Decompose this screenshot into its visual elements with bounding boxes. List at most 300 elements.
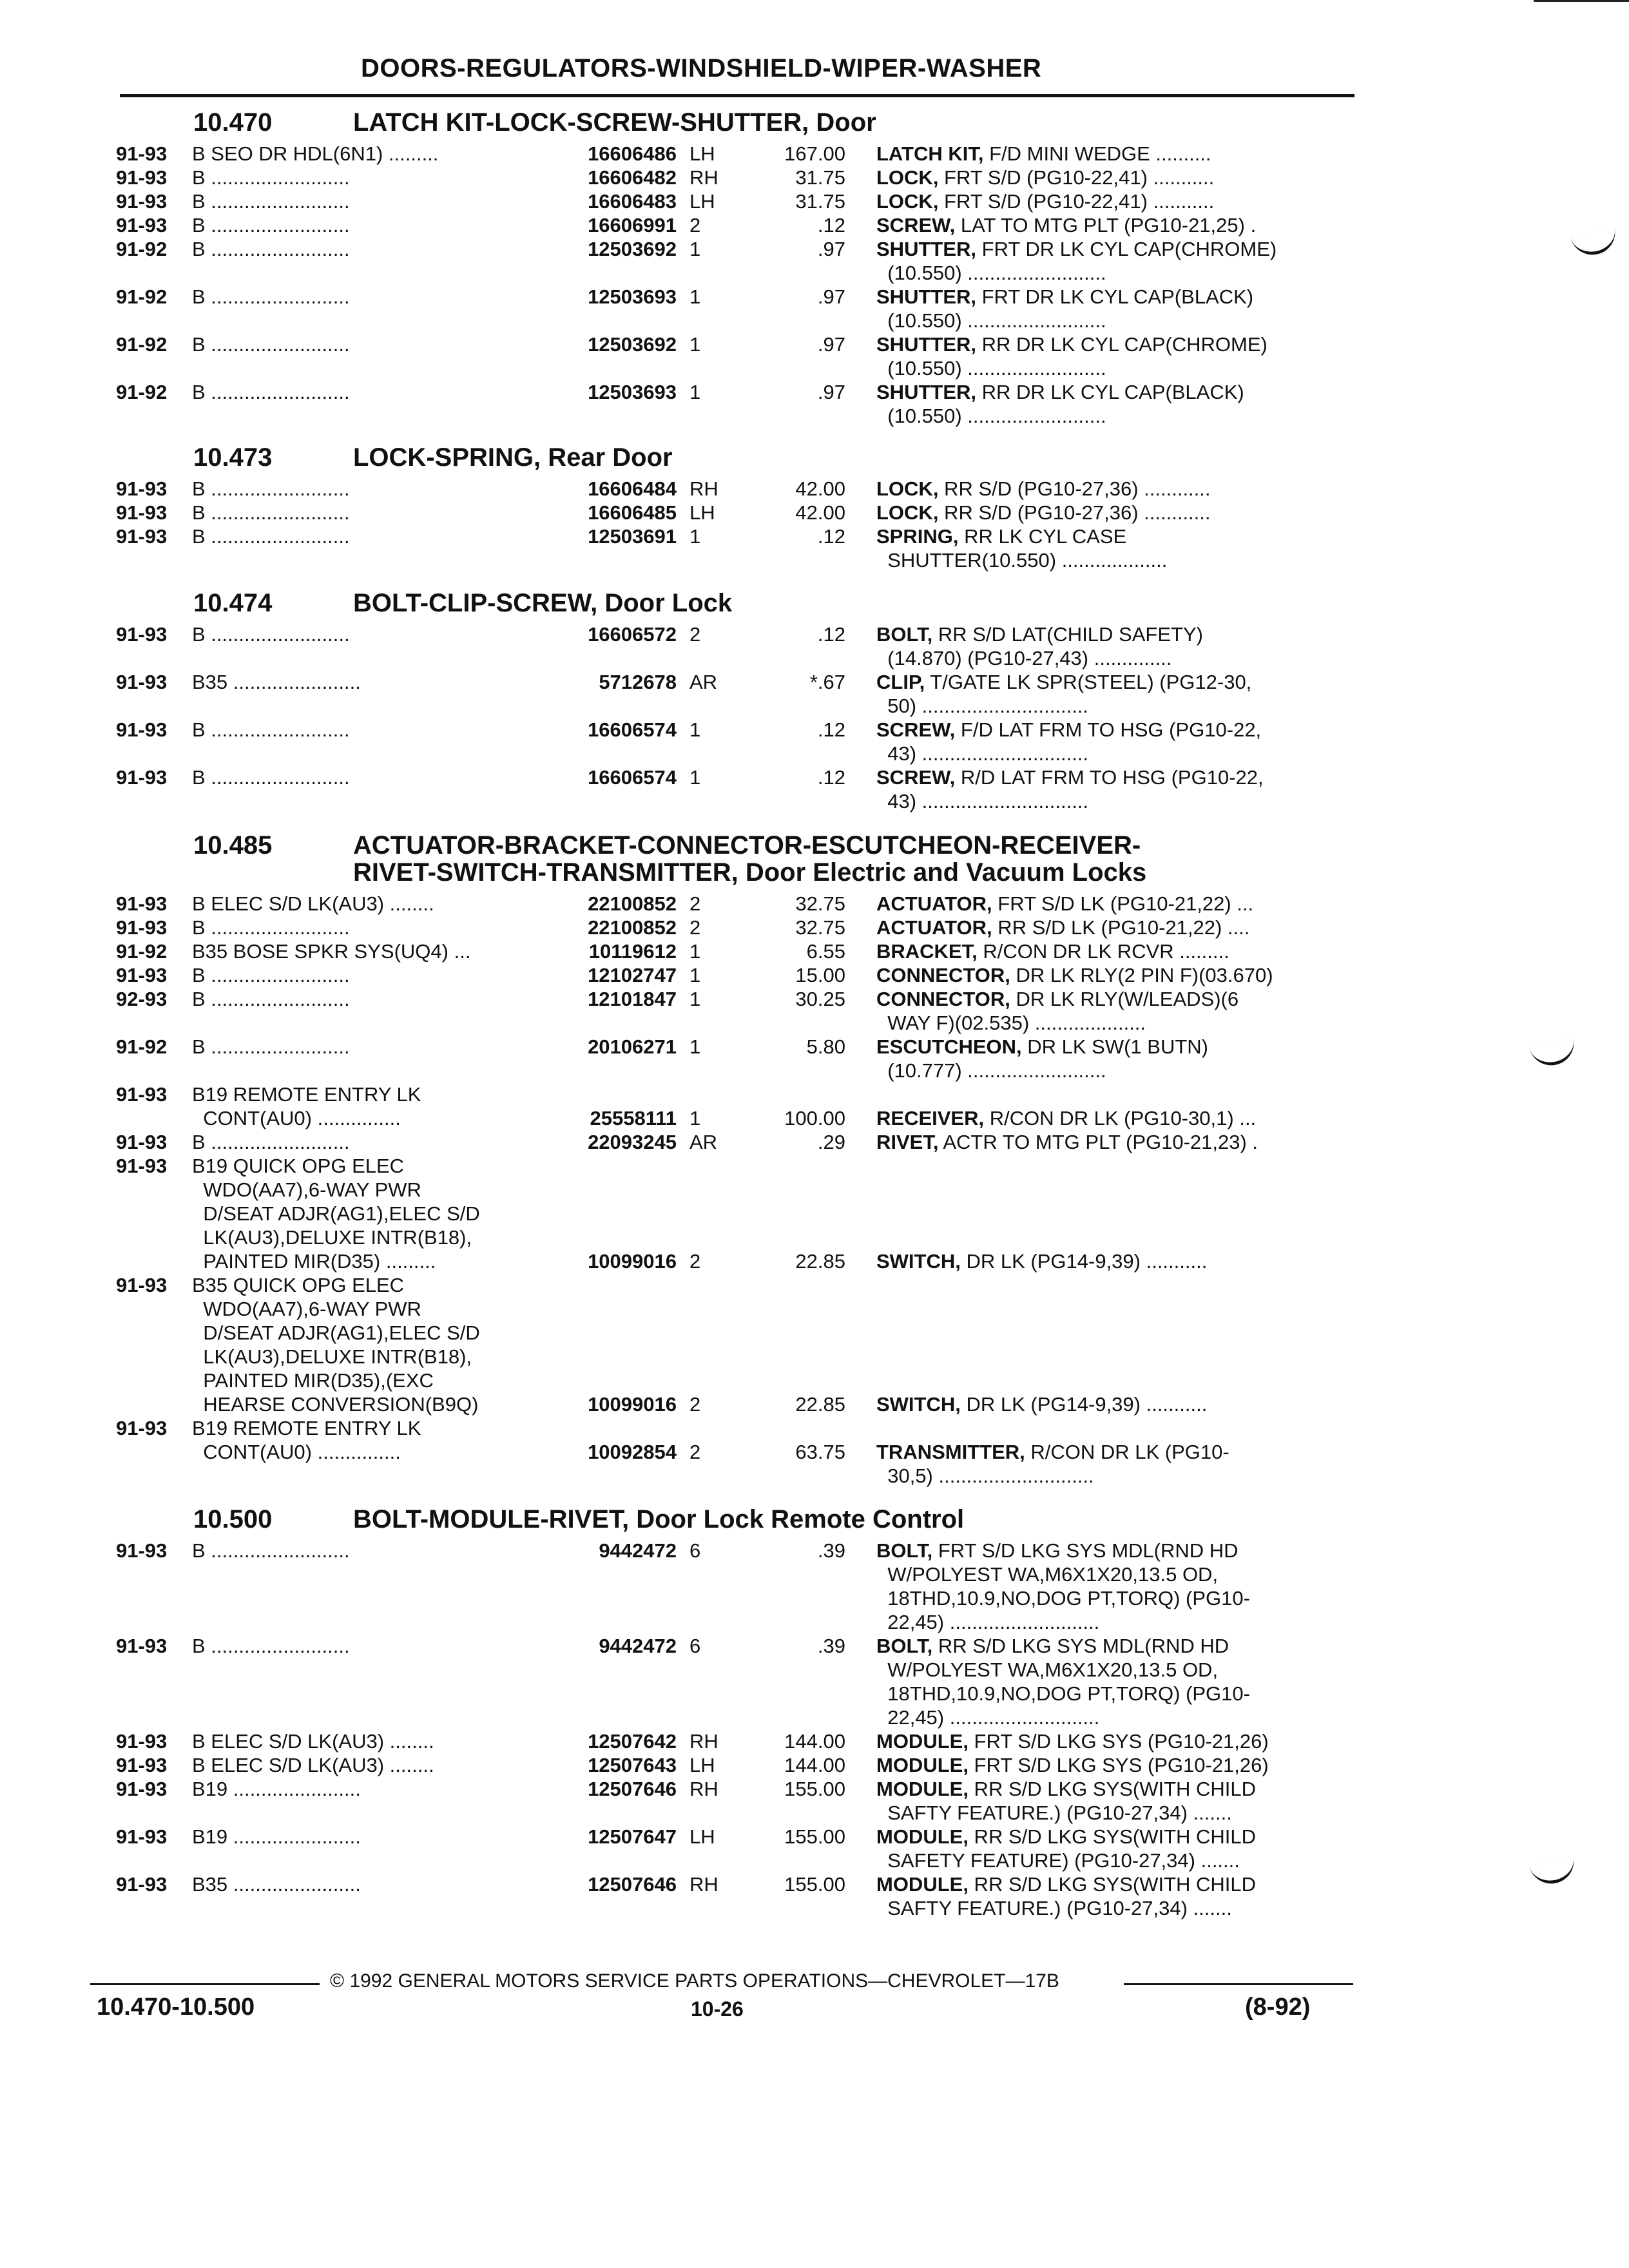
quantity: 2 — [689, 916, 701, 939]
quantity: 1 — [689, 988, 701, 1010]
quantity: 1 — [689, 285, 701, 308]
description-line: CONT(AU0) ............... — [192, 1441, 401, 1463]
description-line: B35 BOSE SPKR SYS(UQ4) ... — [192, 940, 471, 963]
table-row — [0, 963, 1629, 987]
price: 155.00 — [784, 1778, 845, 1800]
description-line: B ......................... — [192, 381, 350, 403]
table-row — [0, 939, 1629, 963]
model-years: 91-93 — [116, 1274, 168, 1296]
part-name — [876, 380, 1244, 428]
table-row — [0, 524, 1629, 572]
section-title: BOLT-CLIP-SCREW, Door Lock — [353, 589, 733, 617]
application-description — [192, 1872, 361, 1896]
part-name-line: LOCK, RR S/D (PG10-27,36) ............ — [876, 477, 1211, 500]
quantity: 1 — [689, 718, 701, 741]
part-name-keyword: RECEIVER, — [876, 1107, 985, 1129]
price: .97 — [817, 381, 845, 403]
part-name-line: SHUTTER, RR DR LK CYL CAP(CHROME) — [876, 333, 1268, 356]
application-description — [192, 501, 350, 524]
quantity: 2 — [689, 1441, 701, 1463]
part-name — [876, 1106, 1256, 1130]
part-name-keyword: CONNECTOR, — [876, 964, 1010, 986]
page-title: DOORS-REGULATORS-WINDSHIELD-WIPER-WASHER — [361, 54, 1042, 82]
part-name-line: LOCK, RR S/D (PG10-27,36) ............ — [876, 501, 1211, 524]
table-row — [0, 1753, 1629, 1777]
part-name-keyword: LATCH KIT, — [876, 142, 984, 165]
description-line: D/SEAT ADJR(AG1),ELEC S/D — [192, 1321, 480, 1344]
model-years: 91-93 — [116, 1778, 168, 1800]
table-row — [0, 501, 1629, 524]
application-description — [192, 1273, 480, 1416]
model-years: 91-92 — [116, 1035, 168, 1058]
part-name — [876, 1035, 1208, 1082]
part-name-line: SAFTY FEATURE.) (PG10-27,34) ....... — [876, 1897, 1232, 1919]
section-number: 10.485 — [193, 831, 273, 860]
part-name-keyword: CLIP, — [876, 671, 925, 693]
quantity: 1 — [689, 333, 701, 356]
quantity: LH — [689, 142, 715, 165]
part-number: 9442472 — [599, 1635, 677, 1657]
section-number: 10.470 — [193, 108, 273, 137]
quantity: 2 — [689, 1393, 701, 1416]
table-row — [0, 1416, 1629, 1487]
quantity: 1 — [689, 940, 701, 963]
model-years: 91-92 — [116, 381, 168, 403]
part-number: 16606574 — [588, 766, 677, 789]
quantity: RH — [689, 166, 718, 189]
model-years: 91-93 — [116, 916, 168, 939]
part-name-line: 43) .............................. — [876, 742, 1089, 765]
section-title: BOLT-MODULE-RIVET, Door Lock Remote Control — [353, 1505, 965, 1533]
part-name-line: (14.870) (PG10-27,43) .............. — [876, 647, 1172, 669]
quantity: 1 — [689, 964, 701, 986]
part-name-line: SCREW, LAT TO MTG PLT (PG10-21,25) . — [876, 214, 1257, 236]
model-years: 91-93 — [116, 166, 168, 189]
part-name — [876, 939, 1229, 963]
part-name-line: SCREW, F/D LAT FRM TO HSG (PG10-22, — [876, 718, 1262, 741]
application-description — [192, 380, 350, 404]
table-row — [0, 622, 1629, 670]
part-number: 22100852 — [588, 916, 677, 939]
model-years: 91-93 — [116, 1754, 168, 1776]
table-row — [0, 765, 1629, 813]
price: .39 — [817, 1539, 845, 1562]
part-name-line: LATCH KIT, F/D MINI WEDGE .......... — [876, 142, 1211, 165]
part-name-keyword: SHUTTER, — [876, 238, 976, 260]
price: 42.00 — [795, 477, 845, 500]
price: 32.75 — [795, 892, 845, 915]
part-name-line: (10.550) ......................... — [876, 405, 1106, 427]
part-name-keyword: LOCK, — [876, 501, 939, 524]
model-years: 91-93 — [116, 142, 168, 165]
part-name-keyword: BOLT, — [876, 1635, 933, 1657]
description-line: B ......................... — [192, 238, 350, 260]
description-line: B ......................... — [192, 525, 350, 548]
part-name-line: MODULE, RR S/D LKG SYS(WITH CHILD — [876, 1778, 1257, 1800]
model-years: 91-93 — [116, 1131, 168, 1153]
price: 100.00 — [784, 1107, 845, 1129]
table-row — [0, 213, 1629, 237]
part-name — [876, 916, 1249, 939]
description-line: WDO(AA7),6-WAY PWR — [192, 1178, 421, 1201]
price: .97 — [817, 238, 845, 260]
part-name-keyword: LOCK, — [876, 477, 939, 500]
price: .12 — [817, 525, 845, 548]
price: 63.75 — [795, 1441, 845, 1463]
part-number: 12503693 — [588, 285, 677, 308]
part-number: 16606991 — [588, 214, 677, 236]
part-name-line: 30,5) ............................ — [876, 1465, 1094, 1487]
part-name — [876, 718, 1261, 765]
part-name — [876, 1130, 1258, 1154]
table-row — [0, 1130, 1629, 1154]
description-line: CONT(AU0) ............... — [192, 1107, 401, 1129]
application-description — [192, 524, 350, 548]
table-row — [0, 916, 1629, 939]
part-name-keyword: ACTUATOR, — [876, 916, 992, 939]
application-description — [192, 1634, 350, 1658]
part-name-line: SCREW, R/D LAT FRM TO HSG (PG10-22, — [876, 766, 1264, 789]
part-name-keyword: BOLT, — [876, 623, 933, 646]
part-name — [876, 332, 1268, 380]
quantity: 1 — [689, 1107, 701, 1129]
description-line: B35 QUICK OPG ELEC — [192, 1274, 405, 1296]
model-years: 91-93 — [116, 1873, 168, 1896]
model-years: 91-93 — [116, 525, 168, 548]
part-number: 12503692 — [588, 333, 677, 356]
price: 30.25 — [795, 988, 845, 1010]
model-years: 91-93 — [116, 718, 168, 741]
description-line: B ......................... — [192, 190, 350, 213]
description-line: B19 REMOTE ENTRY LK — [192, 1083, 421, 1106]
part-name-keyword: SWITCH, — [876, 1393, 961, 1416]
part-name-line: MODULE, RR S/D LKG SYS(WITH CHILD — [876, 1873, 1257, 1896]
part-name — [876, 1777, 1256, 1825]
part-name-keyword: MODULE, — [876, 1873, 969, 1896]
section-number: 10.500 — [193, 1505, 273, 1533]
model-years: 91-93 — [116, 1155, 168, 1177]
part-name — [876, 1440, 1229, 1488]
part-name-line: CONNECTOR, DR LK RLY(W/LEADS)(6 — [876, 988, 1239, 1010]
quantity: AR — [689, 671, 718, 693]
description-line: WDO(AA7),6-WAY PWR — [192, 1298, 421, 1320]
quantity: 6 — [689, 1539, 701, 1562]
part-number: 10099016 — [588, 1393, 677, 1416]
part-name-line: ESCUTCHEON, DR LK SW(1 BUTN) — [876, 1035, 1208, 1058]
model-years: 91-93 — [116, 892, 168, 915]
part-number: 12507642 — [588, 1730, 677, 1753]
section-number: 10.474 — [193, 589, 273, 617]
part-number: 5712678 — [599, 671, 677, 693]
part-name-keyword: MODULE, — [876, 1825, 969, 1848]
application-description — [192, 1539, 350, 1562]
price: .12 — [817, 718, 845, 741]
part-name — [876, 892, 1253, 916]
section-title-continued: RIVET-SWITCH-TRANSMITTER, Door Electric and Vacuum Locks — [353, 858, 1147, 887]
part-number: 9442472 — [599, 1539, 677, 1562]
description-line: B ......................... — [192, 988, 350, 1010]
description-line: B ELEC S/D LK(AU3) ........ — [192, 892, 434, 915]
quantity: 1 — [689, 381, 701, 403]
description-line: PAINTED MIR(D35) ......... — [192, 1250, 436, 1273]
application-description — [192, 1416, 421, 1464]
price: 31.75 — [795, 190, 845, 213]
model-years: 91-93 — [116, 477, 168, 500]
model-years: 91-93 — [116, 964, 168, 986]
table-row — [0, 285, 1629, 332]
part-name — [876, 1729, 1269, 1753]
application-description — [192, 332, 350, 356]
part-name-line: ACTUATOR, FRT S/D LK (PG10-21,22) ... — [876, 892, 1254, 915]
table-row — [0, 380, 1629, 428]
quantity: AR — [689, 1131, 718, 1153]
model-years: 91-93 — [116, 766, 168, 789]
model-years: 91-93 — [116, 501, 168, 524]
part-name-line: RIVET, ACTR TO MTG PLT (PG10-21,23) . — [876, 1131, 1258, 1153]
model-years: 91-93 — [116, 623, 168, 646]
application-description — [192, 1825, 361, 1849]
description-line: LK(AU3),DELUXE INTR(B18), — [192, 1226, 472, 1249]
price: 144.00 — [784, 1730, 845, 1753]
description-line: B SEO DR HDL(6N1) ......... — [192, 142, 439, 165]
application-description — [192, 622, 350, 646]
application-description — [192, 765, 350, 789]
table-row — [0, 892, 1629, 916]
part-name-keyword: SCREW, — [876, 766, 956, 789]
part-name-keyword: CONNECTOR, — [876, 988, 1010, 1010]
table-row — [0, 1634, 1629, 1729]
model-years: 91-93 — [116, 214, 168, 236]
description-line: HEARSE CONVERSION(B9Q) — [192, 1393, 479, 1416]
part-number: 12503692 — [588, 238, 677, 260]
description-line: B ......................... — [192, 166, 350, 189]
model-years: 91-93 — [116, 671, 168, 693]
description-line: B ......................... — [192, 285, 350, 308]
price: 32.75 — [795, 916, 845, 939]
part-name-line: SPRING, RR LK CYL CASE — [876, 525, 1127, 548]
part-name-keyword: MODULE, — [876, 1754, 969, 1776]
part-name-line: SHUTTER, FRT DR LK CYL CAP(CHROME) — [876, 238, 1277, 260]
part-name-line: SWITCH, DR LK (PG14-9,39) ........... — [876, 1393, 1208, 1416]
footer-page-number: 10-26 — [691, 1997, 744, 2021]
table-row — [0, 142, 1629, 166]
application-description — [192, 477, 350, 501]
price: 144.00 — [784, 1754, 845, 1776]
quantity: 2 — [689, 1250, 701, 1273]
description-line: B ......................... — [192, 916, 350, 939]
application-description — [192, 1777, 361, 1801]
footer-rule-right — [1124, 1983, 1353, 1985]
description-line: B ......................... — [192, 1539, 350, 1562]
table-row — [0, 1035, 1629, 1082]
part-name-line: 22,45) ........................... — [876, 1611, 1100, 1633]
part-name — [876, 765, 1264, 813]
description-line: B ......................... — [192, 718, 350, 741]
part-name — [876, 189, 1214, 213]
quantity: LH — [689, 1825, 715, 1848]
table-row — [0, 718, 1629, 765]
description-line: B19 ....................... — [192, 1778, 361, 1800]
model-years: 91-93 — [116, 1635, 168, 1657]
part-name-line: 22,45) ........................... — [876, 1706, 1100, 1729]
table-row — [0, 1777, 1629, 1825]
part-name-line: 18THD,10.9,NO,DOG PT,TORQ) (PG10- — [876, 1682, 1250, 1705]
part-name-keyword: ESCUTCHEON, — [876, 1035, 1022, 1058]
part-name-line: W/POLYEST WA,M6X1X20,13.5 OD, — [876, 1658, 1219, 1681]
application-description — [192, 1082, 421, 1130]
price: .12 — [817, 623, 845, 646]
part-name — [876, 987, 1239, 1035]
part-name — [876, 166, 1214, 189]
table-row — [0, 332, 1629, 380]
description-line: B ......................... — [192, 1035, 350, 1058]
part-name — [876, 1634, 1250, 1729]
part-name-line: W/POLYEST WA,M6X1X20,13.5 OD, — [876, 1563, 1219, 1586]
section-title: ACTUATOR-BRACKET-CONNECTOR-ESCUTCHEON-RECEIVER- — [353, 831, 1141, 860]
part-name-line: CONNECTOR, DR LK RLY(2 PIN F)(03.670) — [876, 964, 1273, 986]
part-name — [876, 501, 1211, 524]
part-name — [876, 622, 1203, 670]
part-name — [876, 1249, 1207, 1273]
price: *.67 — [809, 671, 845, 693]
part-name — [876, 670, 1251, 718]
description-line: B ......................... — [192, 766, 350, 789]
model-years: 91-92 — [116, 285, 168, 308]
part-name-line: LOCK, FRT S/D (PG10-22,41) ........... — [876, 166, 1215, 189]
table-row — [0, 1729, 1629, 1753]
table-row — [0, 1082, 1629, 1130]
price: 22.85 — [795, 1393, 845, 1416]
part-number: 16606484 — [588, 477, 677, 500]
quantity: 1 — [689, 525, 701, 548]
part-number: 12503691 — [588, 525, 677, 548]
table-row — [0, 1872, 1629, 1920]
application-description — [192, 1753, 434, 1777]
part-number: 16606574 — [588, 718, 677, 741]
part-name-keyword: ACTUATOR, — [876, 892, 992, 915]
part-name — [876, 477, 1211, 501]
model-years: 91-92 — [116, 940, 168, 963]
quantity: RH — [689, 477, 718, 500]
part-name-line: SHUTTER, RR DR LK CYL CAP(BLACK) — [876, 381, 1244, 403]
part-number: 12102747 — [588, 964, 677, 986]
part-name — [876, 1753, 1269, 1777]
part-name-line: ACTUATOR, RR S/D LK (PG10-21,22) .... — [876, 916, 1250, 939]
application-description — [192, 1729, 434, 1753]
section-title: LOCK-SPRING, Rear Door — [353, 443, 673, 472]
table-row — [0, 670, 1629, 718]
quantity: LH — [689, 501, 715, 524]
table-row — [0, 987, 1629, 1035]
part-name-keyword: MODULE, — [876, 1778, 969, 1800]
description-line: PAINTED MIR(D35),(EXC — [192, 1369, 434, 1392]
description-line: LK(AU3),DELUXE INTR(B18), — [192, 1345, 472, 1368]
quantity: LH — [689, 1754, 715, 1776]
part-name — [876, 1825, 1256, 1872]
part-name-line: BOLT, RR S/D LKG SYS MDL(RND HD — [876, 1635, 1229, 1657]
price: .97 — [817, 333, 845, 356]
part-name-line: BRACKET, R/CON DR LK RCVR ......... — [876, 940, 1229, 963]
part-name-line: 50) .............................. — [876, 695, 1089, 717]
part-name-line: SAFTY FEATURE.) (PG10-27,34) ....... — [876, 1802, 1232, 1824]
model-years: 91-93 — [116, 1539, 168, 1562]
quantity: 6 — [689, 1635, 701, 1657]
footer-rule-left — [90, 1983, 320, 1985]
model-years: 91-93 — [116, 190, 168, 213]
price: .39 — [817, 1635, 845, 1657]
part-name-keyword: SHUTTER, — [876, 285, 976, 308]
part-name-keyword: BRACKET, — [876, 940, 978, 963]
application-description — [192, 987, 350, 1011]
part-name-line: (10.550) ......................... — [876, 357, 1106, 380]
corner-rule — [1534, 0, 1629, 2]
part-number: 12507646 — [588, 1778, 677, 1800]
part-number: 20106271 — [588, 1035, 677, 1058]
application-description — [192, 189, 350, 213]
part-number: 25558111 — [590, 1107, 677, 1129]
description-line: B ......................... — [192, 1131, 350, 1153]
application-description — [192, 963, 350, 987]
section-number: 10.473 — [193, 443, 273, 472]
application-description — [192, 939, 470, 963]
part-name-line: TRANSMITTER, R/CON DR LK (PG10- — [876, 1441, 1229, 1463]
part-name-keyword: SCREW, — [876, 214, 956, 236]
description-line: B ......................... — [192, 477, 350, 500]
quantity: 1 — [689, 238, 701, 260]
footer-date: (8-92) — [1245, 1994, 1311, 2021]
price: 42.00 — [795, 501, 845, 524]
model-years: 91-93 — [116, 1825, 168, 1848]
part-number: 10092854 — [588, 1441, 677, 1463]
part-name-keyword: SCREW, — [876, 718, 956, 741]
application-description — [192, 166, 350, 189]
part-name-keyword: TRANSMITTER, — [876, 1441, 1025, 1463]
price: .29 — [817, 1131, 845, 1153]
quantity: RH — [689, 1873, 718, 1896]
part-name — [876, 524, 1167, 572]
description-line: B35 ....................... — [192, 671, 361, 693]
part-name — [876, 237, 1277, 285]
description-line: B ......................... — [192, 333, 350, 356]
part-name-line: 18THD,10.9,NO,DOG PT,TORQ) (PG10- — [876, 1587, 1250, 1610]
part-name-keyword: MODULE, — [876, 1730, 969, 1753]
part-name-line: LOCK, FRT S/D (PG10-22,41) ........... — [876, 190, 1215, 213]
description-line: B ......................... — [192, 501, 350, 524]
model-years: 91-93 — [116, 1730, 168, 1753]
section-title: LATCH KIT-LOCK-SCREW-SHUTTER, Door — [353, 108, 876, 137]
part-name-keyword: SHUTTER, — [876, 333, 976, 356]
description-line: B ELEC S/D LK(AU3) ........ — [192, 1730, 434, 1753]
part-name-line: (10.550) ......................... — [876, 309, 1106, 332]
table-row — [0, 1539, 1629, 1634]
price: .97 — [817, 285, 845, 308]
part-name-keyword: SHUTTER, — [876, 381, 976, 403]
application-description — [192, 1154, 480, 1273]
quantity: 1 — [689, 1035, 701, 1058]
table-row — [0, 189, 1629, 213]
description-line: B ......................... — [192, 214, 350, 236]
part-name-line: SWITCH, DR LK (PG14-9,39) ........... — [876, 1250, 1208, 1273]
description-line: D/SEAT ADJR(AG1),ELEC S/D — [192, 1202, 480, 1225]
application-description — [192, 1035, 350, 1059]
model-years: 91-93 — [116, 1417, 168, 1439]
part-number: 10099016 — [588, 1250, 677, 1273]
price: 15.00 — [795, 964, 845, 986]
application-description — [192, 142, 438, 166]
model-years: 91-92 — [116, 238, 168, 260]
quantity: LH — [689, 190, 715, 213]
table-row — [0, 1825, 1629, 1872]
